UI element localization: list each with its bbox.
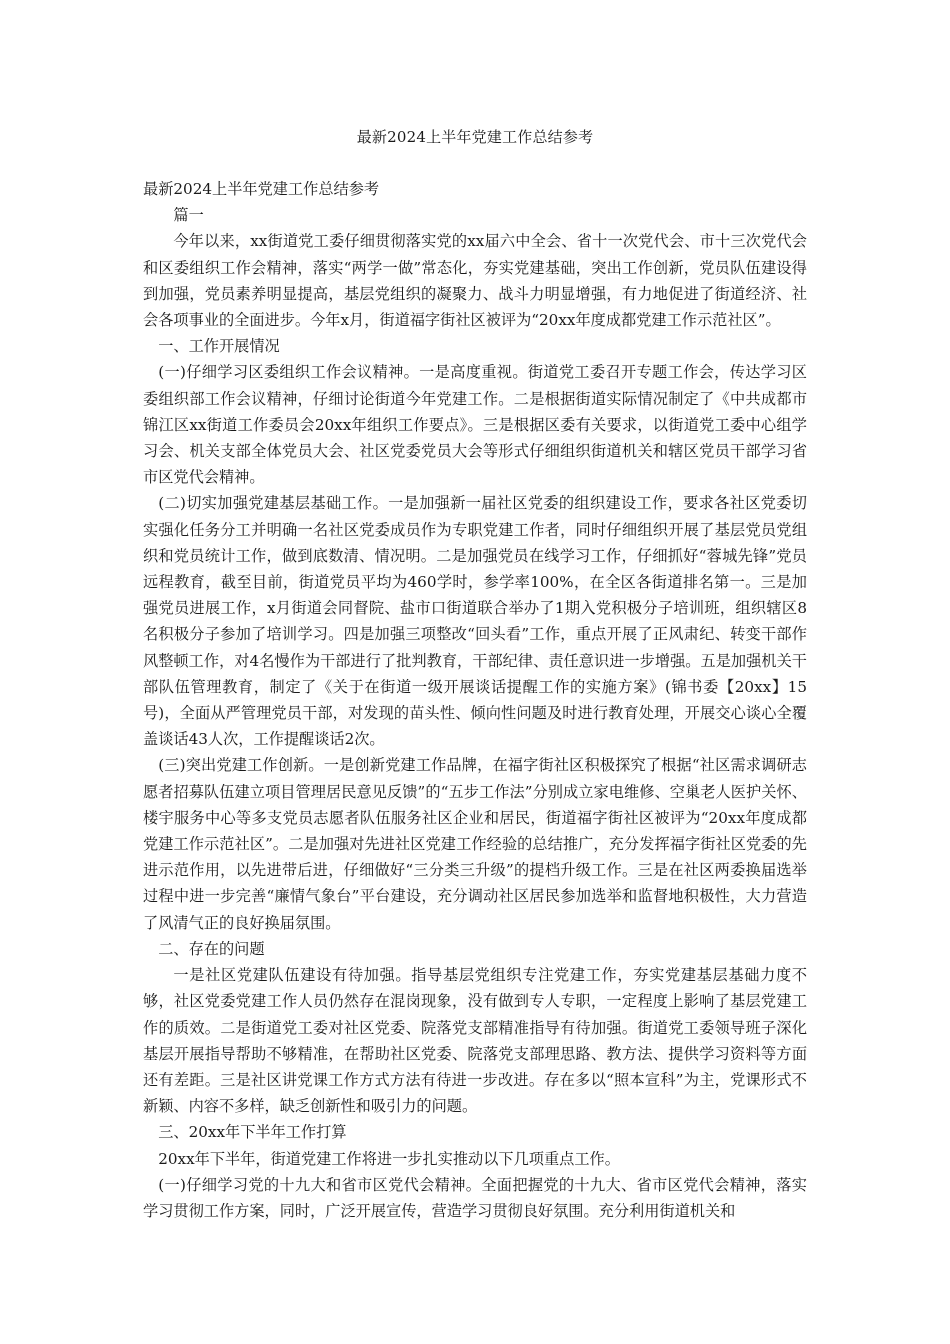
paragraph-study-meeting: (一)仔细学习区委组织工作会议精神。一是高度重视。街道党工委召开专题工作会，传达学习区委组织部工作会议精神，仔细讨论街道今年党建工作。二是根据街道实际情况制定了《中共成都市锦江区xx街道工作委员会20xx年组织工作要点》。三是根据区委有关要求，以街道党工委中心组学习会、机关支部全体党员大会、社区党委党员大会等形式仔细组织街道机关和辖区党员干部学习省市区党代会精神。 bbox=[143, 363, 807, 487]
heading-problems: 二、存在的问题 bbox=[158, 939, 265, 958]
paragraph-grassroots-work: (二)切实加强党建基层基础工作。一是加强新一届社区党委的组织建设工作，要求各社区党委切实强化任务分工并明确一名社区党委成员作为专职党建工作者，同时仔细组织开展了基层党员党组织和党员统计工作，做到底数清、情况明。二是加强党员在线学习工作，仔细抓好“蓉城先锋”党员远程教育，截至目前，街道党员平均为460学时，参学率100%，在全区各街道排名第一。三是加强党员进展工作，x月街道会同督院、盐市口街道联合举办了1期入党积极分子培训班，组织辖区8名积极分子参加了培训学习。四是加强三项整改“回头看”工作，重点开展了正风肃纪、转变干部作风整顿工作，对4名慢作为干部进行了批判教育，干部纪律、责任意识进一步增强。五是加强机关干部队伍管理教育，制定了《关于在街道一级开展谈话提醒工作的实施方案》(锦书委【20xx】15号)，全面从严管理党员干部，对发现的苗头性、倾向性问题及时进行教育处理，开展交心谈心全覆盖谈话43人次，工作提醒谈话2次。 bbox=[143, 494, 807, 749]
paragraph-innovation: (三)突出党建工作创新。一是创新党建工作品牌，在福字街社区积极探究了根据“社区需求调研志愿者招募队伍建立项目管理居民意见反馈”的“五步工作法”分别成立家电维修、空巢老人医护关怀、楼宇服务中心等多支党员志愿者队伍服务社区企业和居民，街道福字街社区被评为“20xx年度成都党建工作示范社区”。二是加强对先进社区党建工作经验的总结推广，充分发挥福字街社区党委的先进示范作用，以先进带后进，仔细做好“三分类三升级”的提档升级工作。三是在社区两委换届选举过程中进一步完善“廉情气象台”平台建设，充分调动社区居民参加选举和监督地积极性，大力营造了风清气正的良好换届氛围。 bbox=[143, 756, 807, 932]
paragraph-plan-study: (一)仔细学习党的十九大和省市区党代会精神。全面把握党的十九大、省市区党代会精神，落实学习贯彻工作方案，同时，广泛开展宣传，营造学习贯彻良好氛围。充分利用街道机关和 bbox=[143, 1175, 807, 1220]
document-title: 最新2024上半年党建工作总结参考 bbox=[356, 128, 594, 146]
document-subtitle: 最新2024上半年党建工作总结参考 bbox=[143, 180, 380, 198]
intro-paragraph: 今年以来，xx街道党工委仔细贯彻落实党的xx届六中全会、省十一次党代会、市十三次党代会和区委组织工作会精神，落实“两学一做”常态化，夯实党建基础，突出工作创新，党员队伍建设得到加强，党员素养明显提高，基层党组织的凝聚力、战斗力明显增强，有力地促进了街道经济、社会各项事业的全面进步。今年x月，街道福字街社区被评为“20xx年度成都党建工作示范社区”。 bbox=[143, 232, 807, 330]
heading-plan: 三、20xx年下半年工作打算 bbox=[158, 1123, 347, 1142]
paragraph-plan-intro: 20xx年下半年，街道党建工作将进一步扎实推动以下几项重点工作。 bbox=[158, 1149, 620, 1168]
document-body bbox=[143, 176, 807, 1224]
heading-work-progress: 一、工作开展情况 bbox=[158, 337, 280, 356]
paragraph-problems: 一是社区党建队伍建设有待加强。指导基层党组织专注党建工作，夯实党建基层基础力度不够，社区党委党建工作人员仍然存在混岗现象，没有做到专人专职，一定程度上影响了基层党建工作的质效。二是街道党工委对社区党委、院落党支部精准指导有待加强。街道党工委领导班子深化基层开展指导帮助不够精准，在帮助社区党委、院落党支部理思路、教方法、提供学习资料等方面还有差距。三是社区讲党课工作方式方法有待进一步改进。存在多以“照本宣科”为主，党课形式不新颖、内容不多样，缺乏创新性和吸引力的问题。 bbox=[143, 966, 807, 1116]
section-label-part-one: 篇一 bbox=[173, 206, 204, 225]
